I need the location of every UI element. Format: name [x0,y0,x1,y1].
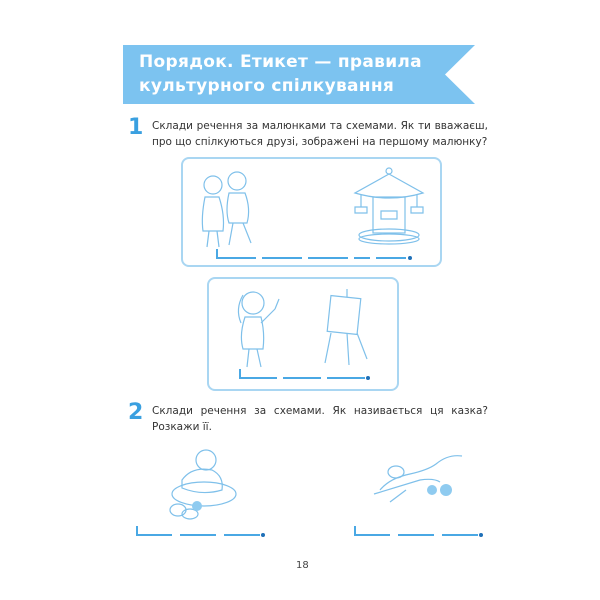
scheme-period-dot [479,533,483,537]
page-title-line-1: Порядок. Етикет — правила [139,52,422,72]
page-title [139,50,439,98]
picture-box-2 [207,277,399,391]
mouse-broken-egg-illustration [370,450,470,510]
scheme-word-line [224,534,260,536]
task-number: 1 [128,115,144,140]
scheme-period-dot [408,256,412,260]
scheme-word-line [398,534,434,536]
scheme-word-line [180,534,216,536]
scheme-word-line [262,257,302,259]
scheme-period-dot [366,376,370,380]
task-number: 2 [128,400,144,425]
scheme-word-line [239,377,277,379]
page-title-line-2: культурного спілкування [139,76,395,96]
scheme-period-dot [261,533,265,537]
picture-box-1 [181,157,442,267]
scheme-word-line [283,377,321,379]
scheme-word-line [308,257,348,259]
scheme-word-line [327,377,365,379]
task-instruction: Склади речення за малюнками та схемами. Як ти вважаєш, про що спілкуються друзі, зображені на першому малюнку? [152,120,488,148]
carousel-illustration [351,165,427,245]
sentence-scheme-1 [216,249,412,259]
girl-painter-illustration [231,287,289,371]
title-banner [123,45,475,104]
sentence-scheme-3 [136,526,266,536]
scheme-word-line [354,257,370,259]
sentence-scheme-4 [354,526,484,536]
friends-walking-illustration [197,167,257,253]
page-number: 18 [296,560,309,571]
scheme-word-line [376,257,406,259]
hen-on-nest-illustration [162,448,244,520]
easel-illustration [321,287,371,367]
task-instruction: Склади речення за схемами. Як називається ця казка? Розкажи її. [152,405,488,433]
scheme-word-line [216,257,256,259]
scheme-word-line [354,534,390,536]
scheme-word-line [136,534,172,536]
sentence-scheme-2 [239,369,369,379]
scheme-word-line [442,534,478,536]
